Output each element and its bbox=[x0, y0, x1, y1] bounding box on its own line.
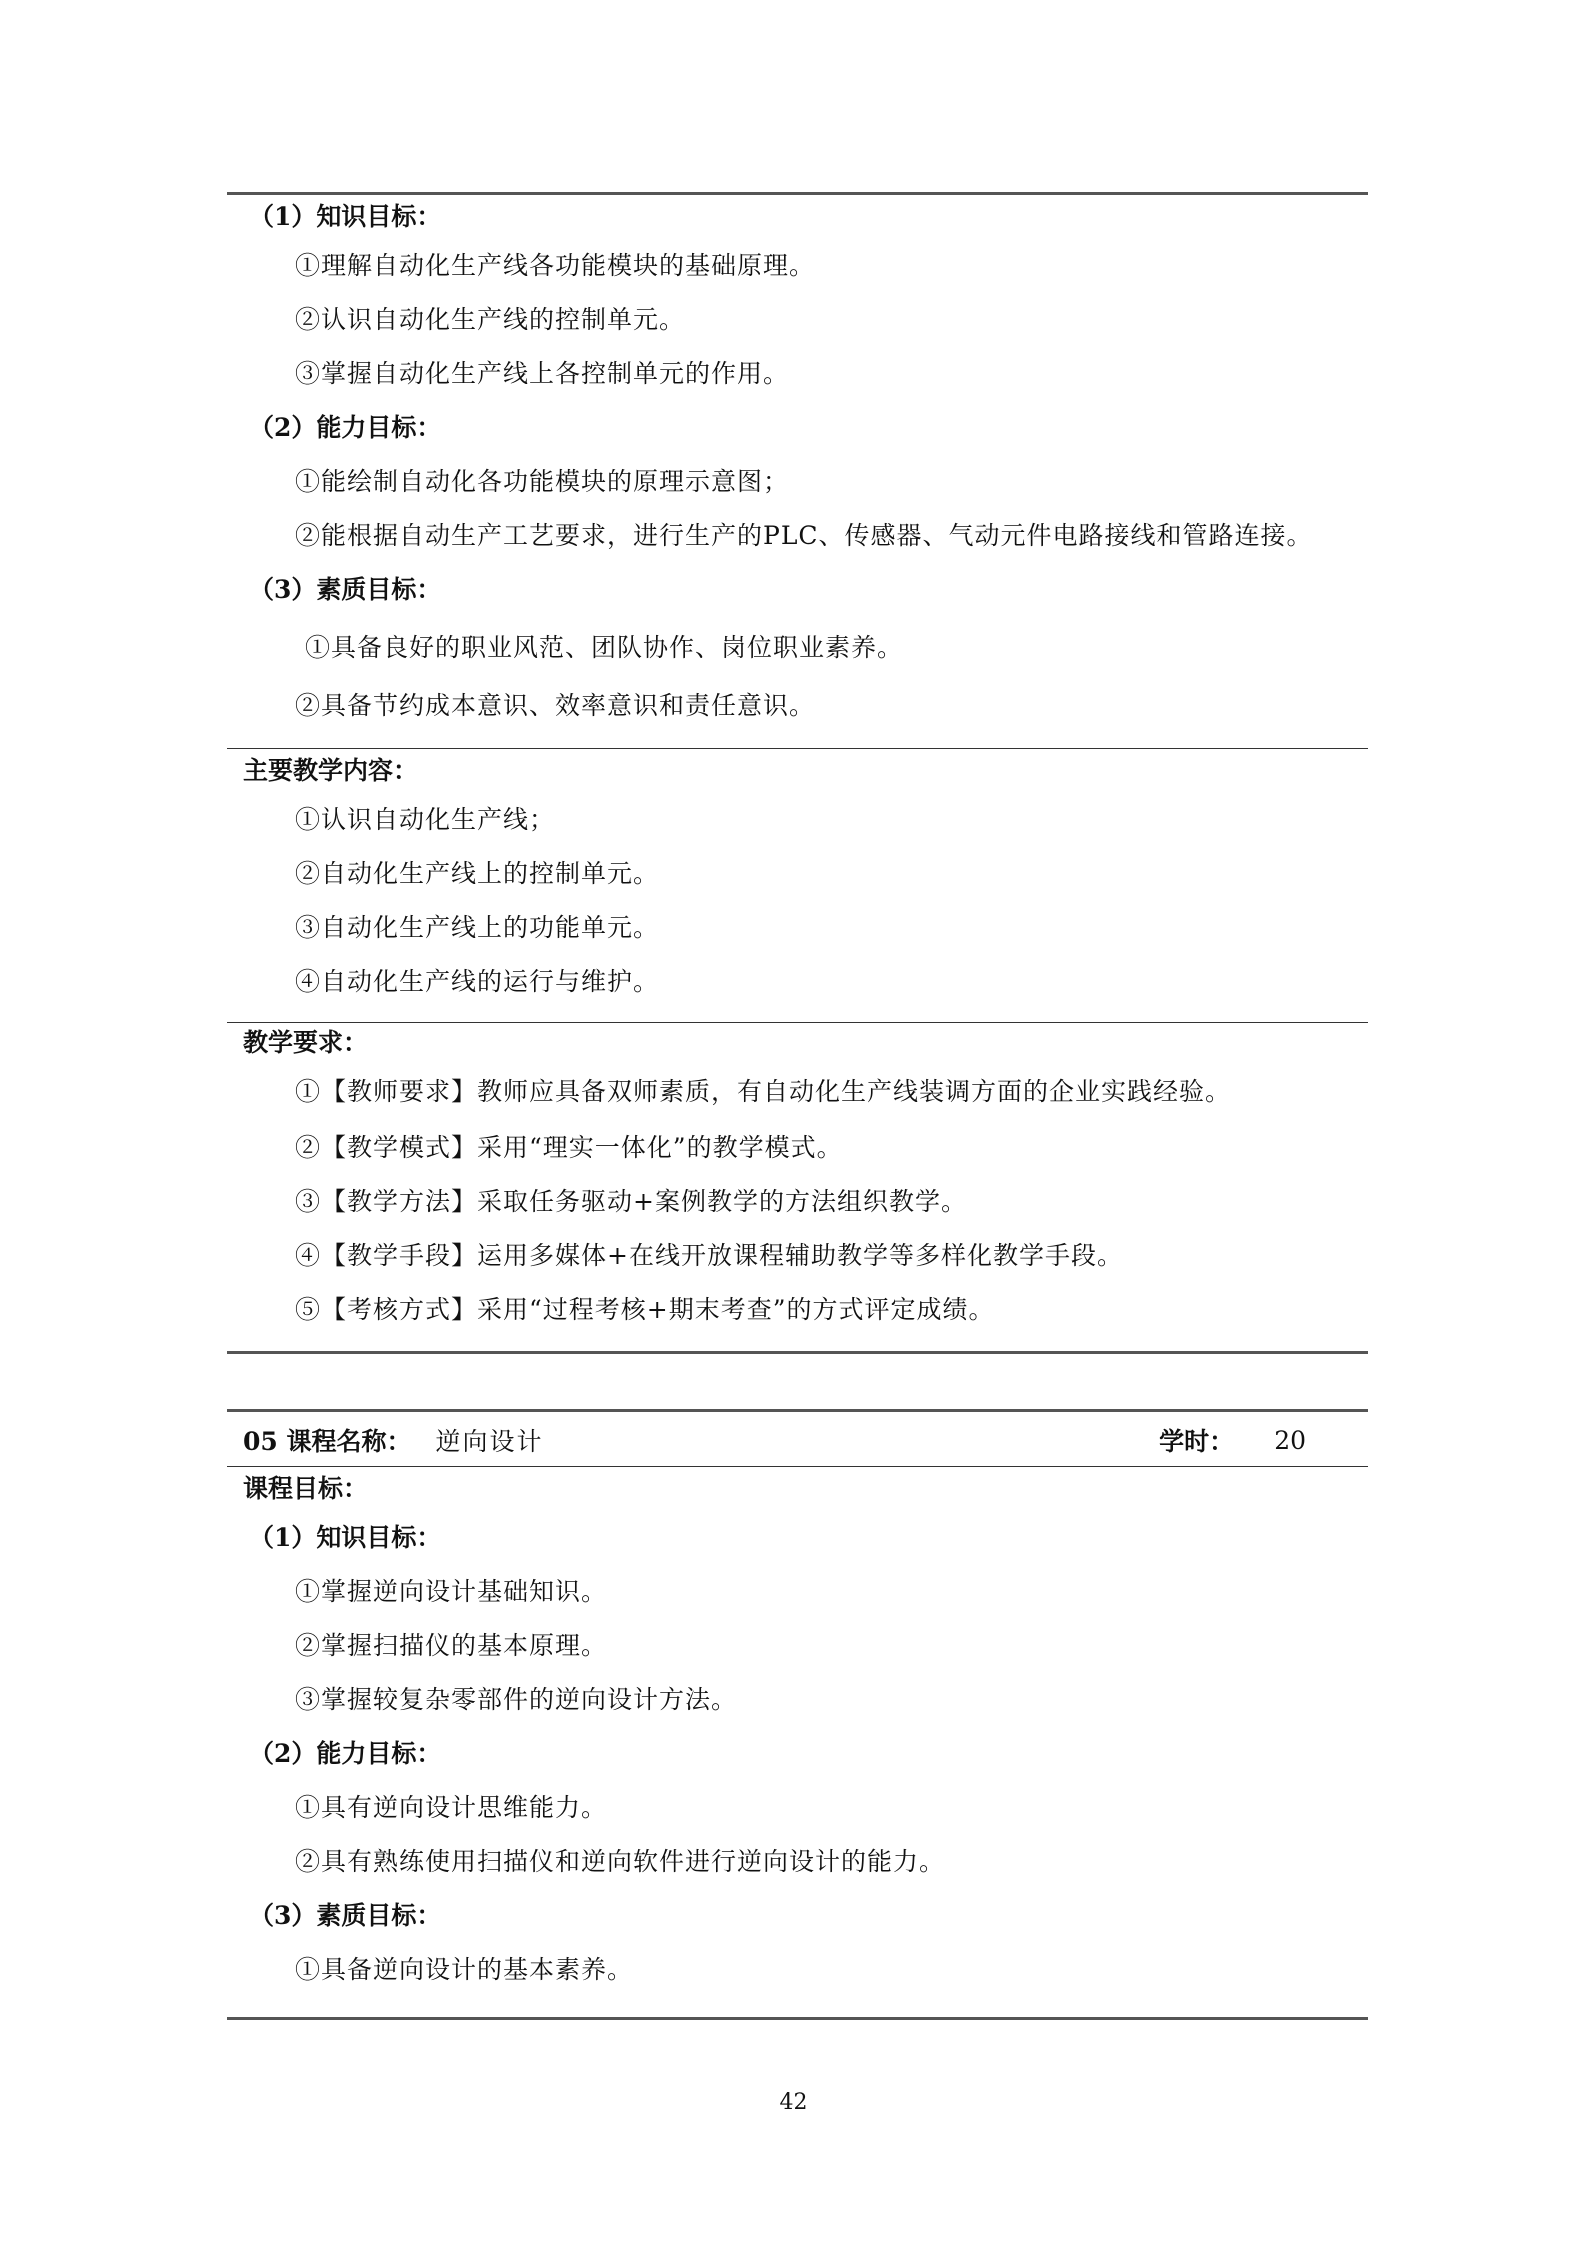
course05-objectives-block bbox=[227, 1466, 1368, 2020]
requirements-heading: 教学要求： bbox=[243, 1028, 369, 1057]
list-item: ②掌握扫描仪的基本原理。 bbox=[295, 1631, 608, 1660]
quality-heading: （3）素质目标： bbox=[249, 1901, 442, 1930]
teaching-content-block bbox=[227, 748, 1368, 1019]
list-item: ②具备节约成本意识、效率意识和责任意识。 bbox=[295, 691, 816, 720]
list-item: ⑤【考核方式】采用“过程考核+期末考查”的方式评定成绩。 bbox=[295, 1295, 995, 1324]
objectives-heading: 课程目标： bbox=[243, 1474, 369, 1503]
page-number: 42 bbox=[779, 2090, 808, 2115]
list-item: ②能根据自动生产工艺要求，进行生产的PLC、传感器、气动元件电路接线和管路连接。 bbox=[295, 521, 1313, 550]
list-item: ①认识自动化生产线； bbox=[295, 805, 556, 834]
list-item: ①能绘制自动化各功能模块的原理示意图； bbox=[295, 467, 790, 496]
list-item: ③【教学方法】采取任务驱动+案例教学的方法组织教学。 bbox=[295, 1187, 967, 1216]
knowledge-heading: （1）知识目标： bbox=[249, 202, 442, 231]
quality-heading: （3）素质目标： bbox=[249, 575, 442, 604]
list-item: ③掌握较复杂零部件的逆向设计方法。 bbox=[295, 1685, 738, 1714]
list-item: ②具有熟练使用扫描仪和逆向软件进行逆向设计的能力。 bbox=[295, 1847, 946, 1876]
knowledge-heading: （1）知识目标： bbox=[249, 1523, 442, 1552]
course-hours: 20 bbox=[1274, 1425, 1306, 1455]
list-item: ①理解自动化生产线各功能模块的基础原理。 bbox=[295, 251, 816, 280]
list-item: ③自动化生产线上的功能单元。 bbox=[295, 913, 660, 942]
list-item: ②自动化生产线上的控制单元。 bbox=[295, 859, 660, 888]
course-hours-label: 学时： bbox=[1159, 1427, 1235, 1456]
ability-heading: （2）能力目标： bbox=[249, 413, 442, 442]
list-item: ①【教师要求】教师应具备双师素质，有自动化生产线装调方面的企业实践经验。 bbox=[295, 1077, 1232, 1106]
list-item: ②认识自动化生产线的控制单元。 bbox=[295, 305, 686, 334]
course-name: 逆向设计 bbox=[435, 1427, 544, 1456]
list-item: ③掌握自动化生产线上各控制单元的作用。 bbox=[295, 359, 790, 388]
course-header bbox=[227, 1409, 1368, 1468]
ability-heading: （2）能力目标： bbox=[249, 1739, 442, 1768]
course-name-label: 05 课程名称： bbox=[243, 1427, 412, 1456]
content-heading: 主要教学内容： bbox=[243, 756, 419, 785]
list-item: ①掌握逆向设计基础知识。 bbox=[295, 1577, 608, 1606]
list-item: ④自动化生产线的运行与维护。 bbox=[295, 967, 660, 996]
teaching-requirements-block bbox=[227, 1022, 1368, 1354]
list-item: ①具备逆向设计的基本素养。 bbox=[295, 1955, 634, 1984]
list-item: ①具有逆向设计思维能力。 bbox=[295, 1793, 608, 1822]
list-item: ④【教学手段】运用多媒体+在线开放课程辅助教学等多样化教学手段。 bbox=[295, 1241, 1123, 1270]
list-item: ②【教学模式】采用“理实一体化”的教学模式。 bbox=[295, 1133, 843, 1162]
list-item: ①具备良好的职业风范、团队协作、岗位职业素养。 bbox=[305, 633, 904, 662]
objectives-block bbox=[227, 192, 1368, 747]
